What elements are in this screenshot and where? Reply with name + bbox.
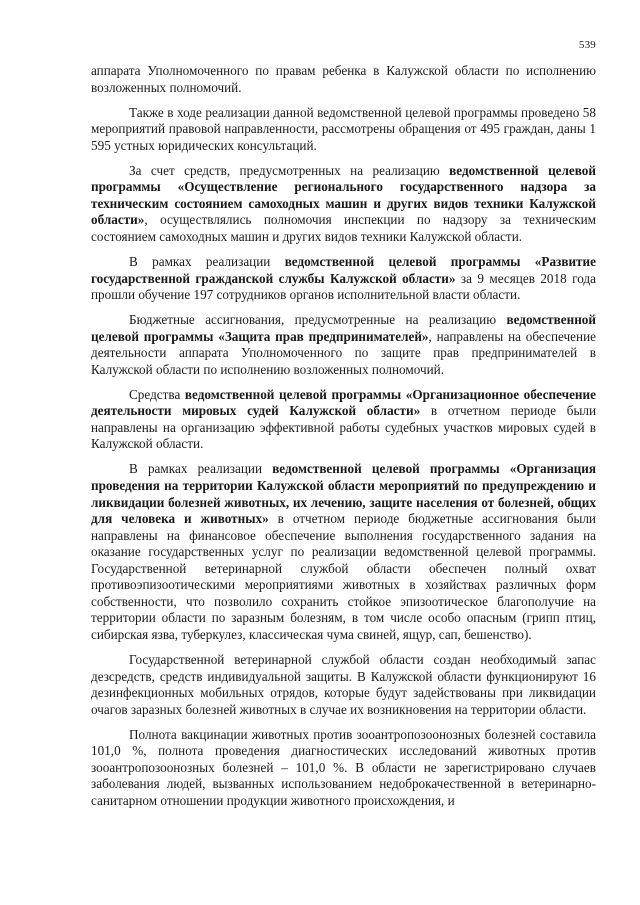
paragraph-7 [91,461,596,643]
text-run: Бюджетные ассигнования, предусмотренные на реализацию [129,312,507,328]
text-run: в отчетном периоде бюджетные ассигнования были направлены на финансовое обеспечение выполнения государственного задания на оказание государственных услуг по реализации ведомственной целевой программы. Государственной ветеринарной службой области обеспечен полный охват противоэпизоотическими мероприятиями животных в хозяйствах различных форм собственности, что позволило сохранить стойкое эпизоотическое благополучие на территории области по заразным болезням, в том числе особо опасным (грипп птиц, сибирская язва, туберкулез, классическая чума свиней, ящур, сап, бешенство). [91,511,596,642]
text-run: , осуществлялись полномочия инспекции по надзору за техническим состоянием самоходных машин и других видов техники Калужской области. [91,212,596,244]
document-body [91,63,596,818]
paragraph-9 [91,727,596,810]
text-run: Государственной ветеринарной службой области создан необходимый запас дезсредств, средств индивидуальной защиты. В Калужской области функционируют 16 дезинфекционных мобильных отрядов, которые будут задействованы при ликвидации очагов заразных болезней животных в случае их возникновения на территории области. [91,652,596,717]
bold-text-run: ведомственной целевой программы «Организационное обеспечение деятельности мировых судей Калужской области» [91,386,596,419]
paragraph-5 [91,312,596,378]
paragraph-1 [91,63,596,96]
text-run: в отчетном периоде были направлены на организацию эффективной работы судебных участков мировых судей в Калужской области. [91,403,596,452]
paragraph-2 [91,105,596,155]
text-run: За счет средств, предусмотренных на реализацию [129,162,450,178]
text-run: Также в ходе реализации данной ведомственной целевой программы проведено 58 мероприятий правовой направленности, рассмотрены обращения от 495 граждан, даны 1 595 устных юридических консультаций. [91,104,596,153]
paragraph-3 [91,163,596,246]
paragraph-6 [91,387,596,453]
bold-text-run: ведомственной целевой программы «Организация проведения на территории Калужской области мероприятий по предупреждению и ликвидации болезней животных, их лечению, защите населения от болезней, общих для человека и животных» [91,461,596,527]
paragraph-4 [91,254,596,304]
text-run: Средства [129,386,185,402]
text-run: Полнота вакцинации животных против зооантропозоонозных болезней составила 101,0 %, полнота проведения диагностических исследований животных против зооантропозоонозных болезней – 101,0 %. В области не зарегистрировано случаев заболевания людей, вызванных использованием недоброкачественной в ветеринарно-санитарном отношении продукции животного происхождения, и [91,726,596,808]
page-number: 539 [578,39,596,51]
text-run: аппарата Уполномоченного по правам ребенка в Калужской области по исполнению возложенных полномочий. [91,63,596,95]
text-run: В рамках реализации [129,461,273,477]
text-run: , направлены на обеспечение деятельности аппарата Уполномоченного по защите прав предпринимателей в Калужской области по исполнению возложенных полномочий. [91,328,596,377]
text-run: В рамках реализации [129,253,285,269]
bold-text-run: ведомственной целевой программы «Развитие государственной гражданской службы Калужской области» [91,253,596,286]
bold-text-run: ведомственной целевой программы «Осуществление регионального государственного надзора за техническим состоянием самоходных машин и других видов техники Калужской области» [91,162,596,228]
bold-text-run: ведомственной целевой программы «Защита прав предпринимателей» [91,312,596,344]
text-run: за 9 месяцев 2018 года прошли обучение 197 сотрудников органов исполнительной власти области. [91,270,596,303]
paragraph-8 [91,652,596,718]
